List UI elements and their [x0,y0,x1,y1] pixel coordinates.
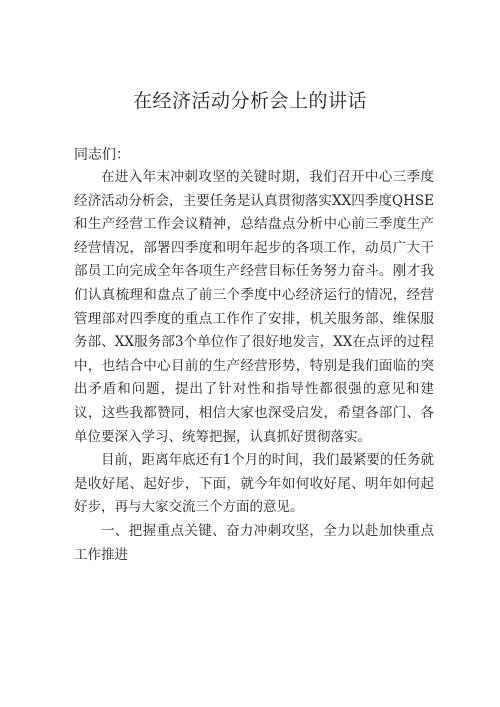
document-body [74,166,434,567]
paragraph: 目前，距离年底还有1个月的时间，我们最紧要的任务就是收好尾、起好步，下面，就今年如何收好尾、明年如何起好步，再与大家交流三个方面的意见。 [74,452,434,516]
section-heading: 一、把握重点关键、奋力冲刺攻坚，全力以赴加快重点工作推进 [74,522,434,563]
greeting: 同志们： [74,147,130,163]
paragraph: 在进入年末冲刺攻坚的关键时期，我们召开中心三季度经济活动分析会，主要任务是认真贯彻落实XX四季度QHSE和生产经营工作会议精神，总结盘点分析中心前三季度生产经营情况，部署四季度和明年起步的各项工作，动员广大干部员工向完成全年各项生产经营目标任务努力奋斗。刚才我们认真梳理和盘点了前三个季度中心经济运行的情况，经营管理部对四季度的重点工作作了安排，机关服务部、维保服务部、XX服务部3个单位作了很好地发言，XX在点评的过程中，也结合中心目前的生产经营形势，特别是我们面临的突出矛盾和问题，提出了针对性和指导性都很强的意见和建议，这些我都赞同，相信大家也深受启发，希望各部门、各单位要深入学习、统筹把握，认真抓好贯彻落实。 [74,169,434,445]
document-title: 在经济活动分析会上的讲话 [132,90,367,112]
